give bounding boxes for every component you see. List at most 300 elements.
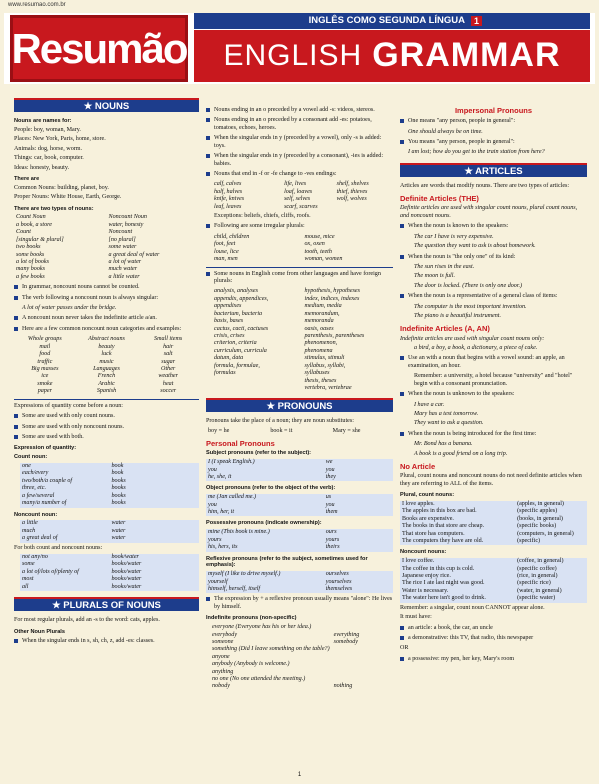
table-cell: (coffee, in general)	[517, 558, 564, 565]
table-cell: mail	[39, 343, 51, 350]
table-cell: some water	[108, 244, 137, 251]
table-cell: (specific water)	[517, 595, 556, 602]
example: The computer is the most important invention.	[414, 303, 527, 310]
list-item: When the singular ends in s, sh, ch, z, add -es: classes.	[14, 638, 199, 645]
table-cell: soccer	[160, 388, 177, 395]
text: Other Noun Plurals	[14, 628, 65, 635]
table-cell: me (Jan called me.)	[208, 494, 257, 501]
list-item: When the noun is a representative of a general class of items:	[400, 293, 587, 300]
list-item: One means "any person, people in general":	[400, 118, 587, 125]
list-item: a demonstrative: this TV, that radio, this newspaper	[400, 635, 587, 642]
subheading: Personal Pronouns	[206, 439, 275, 449]
table-cell: Big masses	[31, 365, 59, 372]
table-cell: anything	[212, 668, 234, 675]
list-item: When the noun is known to the speakers:	[400, 223, 587, 230]
table-cell: everybody	[212, 631, 238, 638]
table-cell: (specific apples)	[517, 508, 558, 515]
table-cell: much water	[108, 266, 138, 273]
table-cell: books/water	[111, 576, 142, 583]
section-pronouns-header: ★ PRONOUNS	[206, 398, 393, 412]
table-cell: I (I speak English.)	[208, 459, 255, 466]
table-cell: books	[111, 485, 126, 492]
subheading: Indefinite Articles (A, AN)	[400, 324, 490, 334]
table-cell: himself, herself, itself	[208, 586, 261, 593]
table-cell: everything	[333, 631, 360, 638]
table-cell: a little	[22, 520, 38, 527]
table-cell: all	[22, 583, 29, 590]
table-cell: life, lives	[284, 181, 307, 188]
table-cell: he, she, it	[208, 473, 232, 480]
title-grammar: GRAMMAR	[372, 36, 561, 75]
table-cell: foot, feet	[214, 241, 236, 248]
table-cell: sugar	[161, 358, 176, 365]
table-cell: (rice, in general)	[517, 573, 558, 580]
table-cell: books	[111, 500, 126, 507]
table-cell: Abstract nouns	[88, 336, 125, 343]
table-cell: shelf, shelves	[336, 181, 369, 188]
table-cell: crisis, crises	[214, 332, 245, 339]
text: Object pronouns (refer to the object of the verb):	[206, 485, 336, 492]
table-cell: Noncount	[108, 229, 133, 236]
foreign-plurals-table	[212, 288, 393, 392]
table-cell: anybody (Anybody is welcome.)	[212, 661, 290, 668]
table-cell: stimulus, stimuli	[304, 355, 345, 362]
table-cell: formulas	[214, 370, 236, 377]
list-item: When the singular ends in y (preceded by a consonant), -ies is added: babies.	[206, 153, 393, 168]
text: Subject pronouns (refer to the subject):	[206, 450, 312, 457]
table-cell: a few books	[16, 273, 45, 280]
table-cell: luck	[101, 351, 112, 358]
text: Remember: a university, a hotel because "university" and "hotel" begin with a consonant pronunciation.	[414, 373, 573, 387]
subheading: No Article	[400, 462, 436, 472]
example: I have a car.	[414, 401, 445, 408]
example: The moon is full.	[414, 273, 455, 280]
example: Mr. Bond has a banana.	[414, 441, 473, 448]
list-item: When the singular ends in y (preceded by a vowel), only -s is added: toys.	[206, 135, 393, 150]
table-cell: wolf, wolves	[336, 196, 367, 203]
reflexive-pronoun-table	[206, 571, 393, 593]
table-cell: (specific rice)	[517, 580, 551, 587]
text: For both count and noncount nouns:	[14, 544, 103, 551]
list-item: Some nouns in English come from other languages and have foreign plurals:	[206, 271, 393, 286]
text: Expression of quantity:	[14, 445, 77, 452]
table-cell: phenomena	[304, 347, 333, 354]
list-item: Some are used with both.	[14, 434, 199, 441]
table-cell: no one (No one attended the meeting.)	[212, 676, 306, 683]
table-cell: water	[111, 535, 126, 542]
table-cell: calf, calves	[214, 181, 242, 188]
table-cell: (books, in general)	[517, 515, 563, 522]
table-cell: ours	[325, 529, 337, 536]
example: They want to ask a question.	[414, 420, 484, 427]
table-cell: [no plural]	[108, 236, 136, 243]
table-cell: boy = he	[208, 427, 230, 434]
table-cell: yours	[325, 536, 340, 543]
table-cell: somebody	[333, 638, 358, 645]
table-cell: knife, knives	[214, 196, 245, 203]
table-cell: everyone (Everyone has his or her idea.)	[212, 624, 312, 631]
divider	[206, 267, 393, 268]
text: Plural, count nouns:	[400, 492, 455, 499]
noncount-noun-table	[20, 520, 199, 542]
table-cell: vertebra, vertebrae	[304, 384, 352, 391]
example: One should always be on time.	[408, 128, 483, 135]
table-cell	[332, 676, 393, 683]
text: Possessive pronouns (indicate ownership):	[206, 520, 322, 527]
brand-logo: Resumão	[8, 13, 190, 84]
table-cell: French	[97, 373, 116, 380]
example: The question they want to ask is about homework.	[414, 243, 536, 250]
table-cell	[332, 646, 393, 653]
table-cell: we	[325, 459, 333, 466]
table-cell: music	[99, 358, 114, 365]
table-cell: parenthesis, parentheses	[304, 332, 365, 339]
table-cell: tooth, teeth	[304, 248, 332, 255]
text: For most regular plurals, add an -s to the word: cats, apples.	[14, 617, 160, 624]
table-cell: hypothesis, hypotheses	[304, 288, 361, 295]
list-item: Some are used with only count nouns.	[14, 413, 199, 420]
table-cell: someone	[212, 638, 234, 645]
text: Plural, count nouns and noncount nouns do not need definite articles when they are referring to ALL of the items.	[400, 473, 582, 487]
table-cell: yours	[208, 536, 222, 543]
header	[4, 13, 595, 84]
table-cell: Noncount Noun	[108, 214, 147, 221]
table-cell: something (Did I leave something on the table?)	[212, 646, 330, 653]
text: It must have:	[400, 614, 432, 621]
list-item: When the noun is "the only one" of its kind:	[400, 254, 587, 261]
table-cell: you	[325, 501, 335, 508]
table-cell: one	[22, 462, 31, 469]
table-cell: yourself	[208, 578, 228, 585]
table-cell: (specific books)	[517, 523, 557, 530]
table-cell: memoranda	[304, 318, 334, 325]
table-cell: appendixes	[214, 303, 242, 310]
table-cell: book/water	[111, 554, 139, 561]
text: There are	[14, 175, 40, 182]
list-item: Nouns ending in an o preceded by a vowel add -s: videos, stereos.	[206, 107, 393, 114]
table-cell: his, hers, its	[208, 544, 238, 551]
example: A book is a good friend on a long trip.	[414, 450, 508, 457]
table-cell: books	[111, 477, 126, 484]
table-cell: syllabus, syllabi,	[304, 362, 346, 369]
text: Pronouns take the place of a noun; they are noun substitutes:	[206, 418, 354, 425]
table-cell: Arabic	[98, 380, 115, 387]
table-cell: anyone	[212, 653, 230, 660]
list-item: Following are some irregular plurals:	[206, 223, 393, 230]
list-item: a possessive: my pen, her key, Mary's room	[400, 656, 587, 663]
table-cell: The apples in this box are bad.	[402, 508, 477, 515]
table-cell	[332, 661, 393, 668]
table-cell: child, children	[214, 233, 250, 240]
table-cell: mouse, mice	[304, 233, 335, 240]
table-cell: books/water	[111, 568, 142, 575]
table-cell: half, halves	[214, 188, 243, 195]
table-cell: Whole groups	[27, 336, 62, 343]
table-cell: books/water	[111, 583, 142, 590]
table-cell: Count	[16, 229, 31, 236]
ves-plurals-table	[212, 181, 393, 211]
table-cell: bacterium, bacteria	[214, 310, 263, 317]
table-cell: datum, data	[214, 355, 244, 362]
table-cell: nobody	[212, 683, 230, 690]
example: The door is locked. (There is only one door.)	[414, 282, 523, 289]
noncount-categories-table	[14, 336, 199, 395]
table-cell: self, selves	[284, 196, 311, 203]
table-cell	[212, 378, 303, 385]
text: Expressions of quantity come before a noun:	[14, 402, 123, 409]
list-item: When the noun is unknown to the speakers:	[400, 391, 587, 398]
list-item: A noncount noun never takes the indefinite article a/an.	[14, 315, 199, 322]
column-1	[14, 92, 199, 649]
table-cell: a lot of books	[16, 258, 50, 265]
list-item: Here are a few common noncount noun categories and examples:	[14, 326, 199, 333]
list-item: In grammar, noncount nouns cannot be counted.	[14, 284, 199, 291]
table-cell: I love coffee.	[402, 558, 435, 565]
example: A lot of water passes under the bridge.	[22, 305, 117, 312]
table-cell: Small items	[154, 336, 183, 343]
text: Indefinite articles are used with singular count nouns only:	[400, 335, 545, 342]
table-cell: many books	[16, 266, 45, 273]
table-cell: basis, bases	[214, 318, 244, 325]
text: Things: car, book, computer.	[14, 155, 84, 162]
page-title	[194, 30, 590, 82]
possessive-pronoun-table	[206, 529, 393, 551]
table-cell: water, honesty	[108, 221, 144, 228]
table-cell: some books	[16, 251, 45, 258]
series-bar	[194, 13, 590, 29]
table-cell: memorandum,	[304, 310, 340, 317]
table-cell: Japanese enjoy rice.	[402, 573, 451, 580]
table-cell: each/every	[22, 470, 49, 477]
table-cell: much	[22, 527, 36, 534]
table-cell: (apples, in general)	[517, 500, 564, 507]
table-cell: I love apples.	[402, 500, 435, 507]
table-cell: books	[111, 492, 126, 499]
table-cell: That store has computers.	[402, 530, 465, 537]
table-cell: themselves	[325, 586, 353, 593]
list-item: When the noun is being introduced for the first time:	[400, 431, 587, 438]
table-cell: curriculum, curricula	[214, 347, 267, 354]
table-cell: appendix, appendices,	[214, 295, 269, 302]
table-cell: salt	[163, 351, 173, 358]
table-cell: Water is necessary.	[402, 587, 449, 594]
series-number: 1	[471, 16, 482, 27]
table-cell: weather	[158, 373, 178, 380]
table-cell: a book, a store	[16, 221, 52, 228]
text: Places: New York, Paris, home, store.	[14, 136, 106, 143]
table-cell: traffic	[37, 358, 53, 365]
table-cell: The water here isn't good to drink.	[402, 595, 486, 602]
table-cell: analysis, analyses	[214, 288, 259, 295]
table-cell: Books are expensive.	[402, 515, 454, 522]
table-cell: (specific coffee)	[517, 565, 557, 572]
table-cell: louse, lice	[214, 248, 239, 255]
subheading: Definite Articles (THE)	[400, 194, 479, 204]
table-cell: they	[325, 473, 336, 480]
table-cell: Languages	[93, 365, 120, 372]
table-cell: ourselves	[325, 571, 349, 578]
text: Animals: dog, horse, worm.	[14, 145, 83, 152]
list-item: Nouns that end in -f or -fe change to -ves endings:	[206, 171, 393, 178]
table-cell: (specific)	[517, 537, 541, 544]
text: People: boy, woman, Mary.	[14, 126, 81, 133]
table-cell: [singular & plural]	[16, 236, 64, 243]
example: The piano is a beautiful instrument.	[414, 313, 502, 320]
table-cell: nothing	[333, 683, 353, 690]
table-cell: paper	[37, 388, 52, 395]
table-cell: phenomenon,	[304, 340, 338, 347]
section-articles-header: ★ ARTICLES	[400, 163, 587, 177]
subheading: Impersonal Pronouns	[454, 106, 533, 115]
table-cell: books/water	[111, 561, 142, 568]
table-cell: (computers, in general)	[517, 530, 574, 537]
table-cell: a little water	[108, 273, 140, 280]
table-cell: Count Noun	[16, 214, 46, 221]
example: a bird, a boy, a book, a dictionary, a piece of cake.	[414, 345, 538, 352]
list-item: You means "any person, people in general":	[400, 139, 587, 146]
table-cell: (water, in general)	[517, 587, 562, 594]
table-cell: syllabuses	[304, 370, 330, 377]
table-cell: water	[111, 520, 126, 527]
irregular-plurals-table	[212, 234, 393, 264]
table-cell: cactus, cacti, cactuses	[214, 325, 269, 332]
table-cell: you	[208, 466, 217, 473]
text: Proper Nouns: White House, Earth, George.	[14, 194, 122, 201]
table-cell: index, indices, indexes	[304, 295, 360, 302]
table-cell: thief, thieves	[336, 188, 368, 195]
table-cell: not any/no	[22, 554, 48, 561]
table-cell: formula, formulae,	[214, 362, 260, 369]
table-cell: a few/several	[22, 492, 55, 499]
table-cell: theirs	[325, 544, 340, 551]
table-cell: a great deal of water	[108, 251, 160, 258]
table-cell: a lot of water	[108, 258, 142, 265]
indefinite-pronoun-table	[210, 624, 393, 691]
table-cell	[212, 385, 303, 392]
list-item: Use an with a noun that begins with a vowel sound: an apple, an examination, an hour.	[400, 355, 587, 370]
example: Mary has a test tomorrow.	[414, 410, 479, 417]
noun-types-table	[14, 214, 199, 281]
text: OR	[400, 645, 409, 652]
series-label: INGLÊS COMO SEGUNDA LÍNGUA	[308, 15, 465, 27]
table-cell: woman, women	[304, 256, 343, 263]
title-english: ENGLISH	[223, 38, 363, 72]
table-cell: loaf, loaves	[284, 188, 313, 195]
text: Remember: a singular, count noun CANNOT appear alone.	[400, 604, 545, 611]
example: I am lost; how do you get to the train station from here?	[408, 149, 545, 156]
example: The sun rises in the east.	[414, 263, 475, 270]
table-cell: book = it	[270, 427, 293, 434]
table-cell: Spanish	[96, 388, 117, 395]
text: Noncount noun:	[14, 511, 58, 518]
table-cell: book	[111, 462, 124, 469]
table-cell: three, etc.	[22, 485, 46, 492]
list-item: Some are used with only noncount nouns.	[14, 424, 199, 431]
table-cell: Other	[161, 365, 176, 372]
text: Nouns are names for:	[14, 118, 72, 124]
table-cell: most	[22, 576, 34, 583]
text: Definite articles are used with singular count nouns, plural count nouns, and noncount nouns.	[400, 205, 578, 219]
table-cell: ice	[41, 373, 49, 380]
table-cell: leaf, leaves	[214, 203, 242, 210]
table-cell: some	[22, 561, 35, 568]
table-cell: scarf, scarves	[284, 203, 318, 210]
text: Noncount nouns:	[400, 549, 447, 556]
table-cell: us	[325, 494, 332, 501]
table-cell: a lot of/lots of/plenty of	[22, 568, 79, 575]
table-cell: The rice I ate last night was good.	[402, 580, 485, 587]
table-cell	[332, 624, 393, 631]
table-cell: criterion, criteria	[214, 340, 257, 347]
table-cell	[335, 204, 393, 211]
text: Indefinite pronouns (non-specific)	[206, 615, 297, 622]
table-cell: man, men	[214, 256, 238, 263]
table-cell: hair	[163, 343, 174, 350]
table-cell: ox, oxen	[304, 241, 325, 248]
noncount-table	[400, 558, 587, 603]
table-cell: yourselves	[325, 578, 352, 585]
table-cell: heat	[162, 380, 174, 387]
text: There are two types of nouns:	[14, 205, 94, 212]
text: Exceptions: beliefs, chiefs, cliffs, roofs.	[214, 213, 311, 220]
table-cell: you	[208, 501, 217, 508]
table-cell: them	[325, 509, 338, 516]
table-cell: two books	[16, 244, 41, 251]
object-pronoun-table	[206, 494, 393, 516]
plural-count-table	[400, 501, 587, 546]
count-noun-table	[20, 463, 199, 508]
text: Ideas: honesty, beauty.	[14, 164, 70, 171]
table-cell: mine (This book is mine.)	[208, 529, 270, 536]
table-cell: book	[111, 470, 124, 477]
table-cell: oasis, oases	[304, 325, 334, 332]
subject-pronoun-table	[206, 459, 393, 481]
section-plurals-header: ★ PLURALS OF NOUNS	[14, 597, 199, 611]
text: Articles are words that modify nouns. There are two types of articles:	[400, 182, 570, 189]
column-2	[206, 104, 393, 693]
page-number: 1	[297, 772, 302, 778]
column-3	[400, 92, 587, 666]
list-item: The expression by + a reflexive pronoun usually means "alone": He lives by himself.	[206, 596, 393, 611]
section-nouns-header: ★ NOUNS	[14, 98, 199, 112]
text: Common Nouns: building, planet, boy.	[14, 184, 109, 191]
table-cell: food	[39, 351, 51, 358]
text: Count noun:	[14, 454, 48, 461]
table-cell: The coffee in this cup is cold.	[402, 565, 475, 572]
table-cell: water	[111, 527, 126, 534]
table-cell: The books in that store are cheap.	[402, 523, 485, 530]
example: The car I have is very expensive.	[414, 233, 494, 240]
both-nouns-table	[20, 554, 199, 591]
text: Reflexive pronouns (refer to the subject, sometimes used for emphasis):	[206, 555, 368, 569]
list-item: Nouns ending in an o preceded by a consonant add -es: potatoes, tomatoes, echoes, heroes.	[206, 117, 393, 132]
site-url: www.resumao.com.br	[8, 2, 66, 8]
divider	[14, 399, 199, 400]
table-cell: beauty	[98, 343, 115, 350]
table-cell: myself (I like to drive myself.)	[208, 571, 281, 578]
table-cell: thesis, theses	[304, 377, 337, 384]
table-cell: many/a number of	[22, 500, 67, 507]
list-item: The verb following a noncount noun is always singular:	[14, 295, 199, 302]
table-cell: medium, media	[304, 303, 342, 310]
table-cell: Mary = she	[332, 427, 361, 434]
table-cell: a great deal of	[22, 535, 58, 542]
substitutes-table	[206, 428, 393, 435]
table-cell: The computers they have are old.	[402, 537, 484, 544]
table-cell: you	[325, 466, 335, 473]
table-cell: smoke	[37, 380, 53, 387]
table-cell	[332, 654, 393, 661]
